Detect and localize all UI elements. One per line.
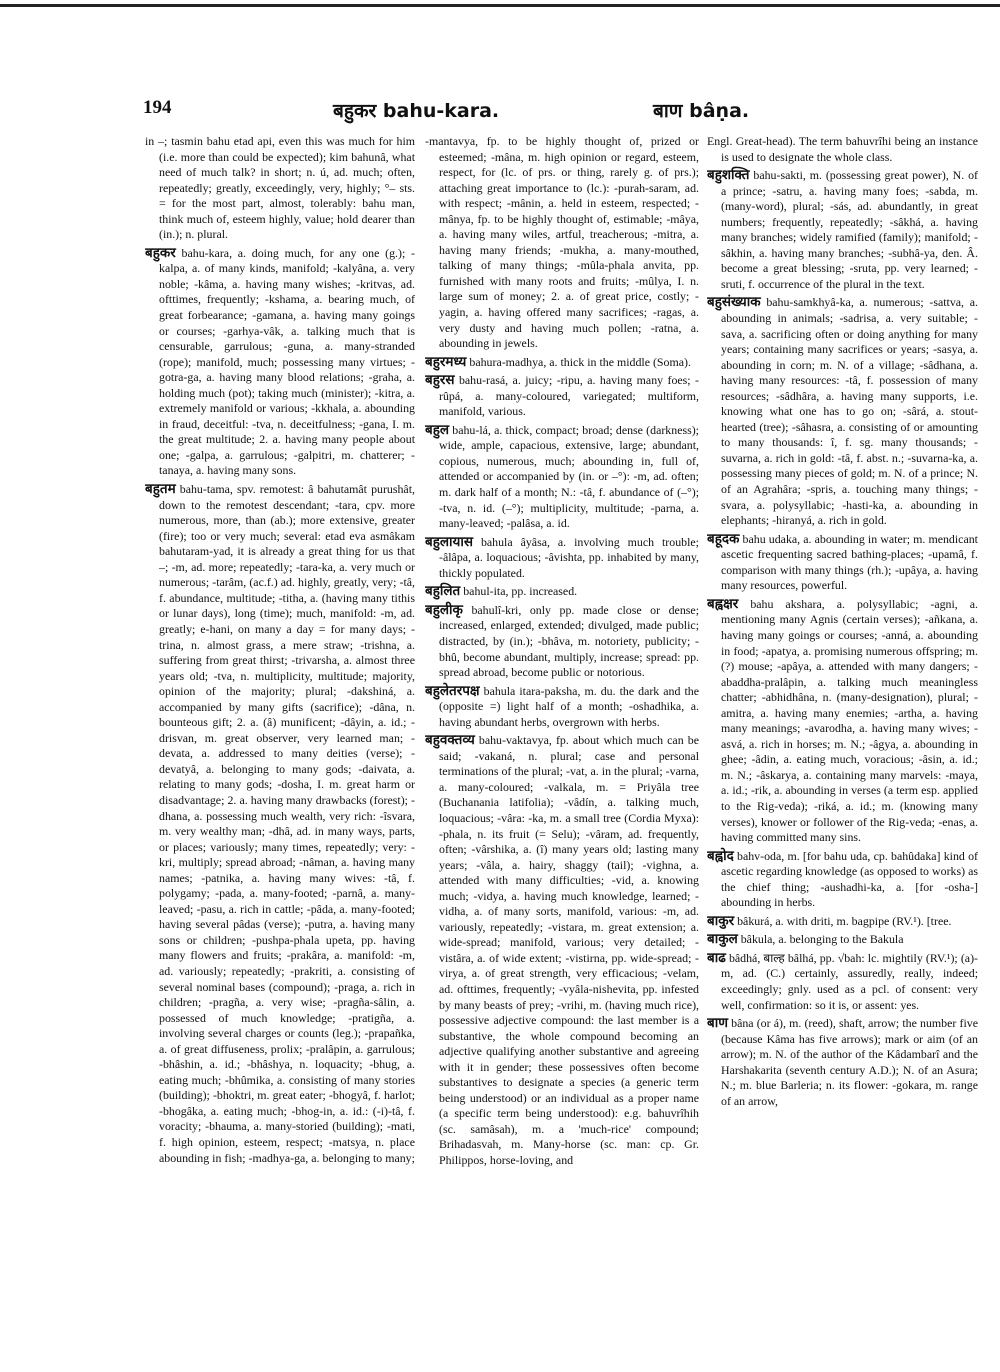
dictionary-entry bbox=[425, 134, 699, 352]
column-1 bbox=[145, 134, 415, 1359]
entry-text: bahu udaka, a. abounding in water; m. mendicant ascetic frequenting sacred bathing-places; -upamâ, f. comparison with many things (rh.); -upâya, a. having many resources, powerful. bbox=[721, 531, 978, 593]
entry-text: bâkula, a. belonging to the Bakula bbox=[740, 932, 904, 947]
entry-text: in –; tasmin bahu etad api, even this was much for him (i.e. more than could be expected); kim bahunâ, what need of much talk? in short; n. ú, ad. much; often, repeatedly; greatly, exceedingly, very, highly; °– sts. = for the most part, almost, tolerably: bahu man, think much of, esteem highly, value; hold dearer than (in.); n. plural. bbox=[145, 134, 415, 242]
entry-text: -mantavya, fp. to be highly thought of, prized or esteemed; -mâna, m. high opinion or regard, esteem, respect, for (lc. of prs. or thing, rarely g. of prs.); attaching great importance to (lc.): -purah-saram, ad. with respect; -mânin, a. held in esteem, respected; -mânya, fp. to be highly thought of, estimable; -mâya, a. having many wiles, artful, treacherous; -mitra, a. having many friends; -mukha, a. many-mouthed, talking of many things; -mûla-phala anvita, pp. furnished with many roots and fruits; -mûlya, I. n. large sum of money; 2. a. of great price, costly; -yagin, a. having offered many sacrifices; -ragas, a. very dusty and having much pollen; -ratna, a. abounding in jewels. bbox=[425, 134, 699, 351]
column-3 bbox=[707, 134, 978, 1359]
entry-headword: बहुसंख्याक bbox=[707, 294, 761, 311]
column-2 bbox=[425, 134, 699, 1359]
dictionary-entry bbox=[425, 684, 699, 731]
entry-text: bahu-samkhyâ-ka, a. numerous; -sattva, a. abounding in animals; -sadrisa, a. very suitable; -sava, a. sacrificing often or doing anything for many years; containing many sacrifices or years; -sasya, a. abounding in corn; m. N. of a village; -sâdhana, a. having many resources: -tâ, f. possession of many resources; -sâdhâra, a. having many supports, i.e. knowing what one has to go on; -sârá, a. stout-hearted (tree); -sâhasra, a. consisting of or amounting to many thousands: î, f. sg. many thousands; -suvarna, a. rich in gold: -tâ, f. abst. n.; -suvarna-ka, a. possessing many pieces of gold; m. N. of a prince; N. of an Agrahâra; -spris, a. touching many things; -svara, a. polysyllabic; -hasti-ka, a. abounding in elephants; -hiranyá, a. rich in gold. bbox=[721, 295, 978, 528]
scan-border bbox=[0, 4, 1000, 7]
dictionary-entry bbox=[425, 584, 699, 600]
entry-text: bâkurá, a. with driti, m. bagpipe (RV.¹). [tree. bbox=[737, 913, 952, 928]
dictionary-entry bbox=[145, 134, 415, 243]
entry-text: bahu-rasá, a. juicy; -ripu, a. having many foes; -rûpá, a. many-coloured, variegated; multiform, manifold, various. bbox=[439, 373, 699, 419]
entry-text: bâdhá, बाल्ह bâlhá, pp. √bah: lc. mightily (RV.¹); (a)-m, ad. (C.) certainly, assuredly, really, indeed; exceedingly; gnly. used as a pcl. of consent: very well, confirmation: so it is, or assent: yes. bbox=[721, 950, 978, 1012]
entry-text: bahura-madhya, a. thick in the middle (Soma). bbox=[469, 354, 691, 369]
entry-headword: बाढ bbox=[707, 949, 726, 966]
entry-headword: बाकुल bbox=[707, 931, 738, 948]
entry-text: bahula itara-paksha, m. du. the dark and the (opposite =) light half of a month; -oshadhika, a. having abundant herbs, overgrown with herbs. bbox=[439, 683, 699, 729]
entry-headword: बहुकर bbox=[145, 244, 176, 261]
entry-headword: बहुलित bbox=[425, 583, 461, 600]
entry-text: bahu akshara, a. polysyllabic; -agni, a. mentioning many Agnis (certain verses); -añkana, a. having many goings or courses; -anná, a. abounding in food; -apatya, a. promising numerous offspring; m. (?) mouse; -apâya, a. attended with many dangers; -abaddha-pralâpin, a. talking much meaningless chatter; -abhidhâna, n. (many-designation), plural; -amitra, a. having many enemies; -artha, a. having many meanings; -avarodha, a. having many wives; -asvá, a. rich in horses; m. N.; -âgya, a. abounding in ghee; -âdin, a. eating much, voracious; -âsin, a. id.; m. N.; -âskarya, a. containing many marvels: -maya, a. id.; -rik, a. abounding in verses (a term esp. applied to the Rig-veda); -riká, a. id.; m. (knowing many verses), knower or follower of the Rig-veda; -enas, a. having committed many sins. bbox=[721, 596, 978, 845]
entry-headword: बह्वक्षर bbox=[707, 595, 739, 612]
entry-text: bahu-tama, spv. remotest: â bahutamât purushât, down to the remotest descendant; -tara, cpv. more numerous, more, than (ab.); more extensive, greater (fire); too or very much; several: etad eva asmâkam bahutaram-yad, it is already a great thing for us that –; -m, ad. more; repeatedly; -tara-ka, a. very much or numerous; -tarâm, (ac.f.) ad. highly, greatly, very; -tâ, f. abundance, multitude; -titha, a. (having many tithis or lunar days), long (time); much, manifold: -m, ad. greatly; e-hani, on many a day = for many days; -trina, n. almost grass, a mere straw; -trishna, a. suffering from great thirst; -trivarsha, a. almost three years old; -tva, n. multiplicity, multitude; majority, opinion of the majority; plural; -dakshiná, a. accompanied by many gifts (sacrifice); -dâna, n. bounteous gift; 2. a. (â) munificent; -dâyin, a. id.; -drisvan, m. great observer, very learned man; -devata, a. addressed to many deities (verse); -devatyâ, a. belonging to many gods; -daivata, a. relating to many gods; -dosha, I. m. great harm or disadvantage; 2. a. having many drawbacks (forest); -dhana, a. possessing much wealth, very rich: -îsvara, m. very wealthy man; -dhâ, ad. in many ways, parts, or places; variously; many times, repeatedly; very: - kri, multiply; spread abroad; -nâman, a. having many names; -patnika, a. having many wives: -tâ, f. polygamy; -pada, a. many-footed; -parnâ, a. many-leaved; -pasu, a. rich in cattle; -pâda, a. many-footed; having several pâdas (verse); -putra, a. having many sons or children; -pushpa-phala upeta, pp. having many flowers and fruits; -prakâra, a. manifold: -m, ad. variously; repeatedly; -prakriti, a. consisting of several nominal bases (compound); -praga, a. rich in children; -pragña, a. very wise; -pragña-sâlin, a. possessed of much knowledge; -pratigña, a. involving several charges or counts (leg.); -prapañka, a. of great diffuseness, prolix; -pralâpin, a. garrulous; -bhâshin, a. id.; -bhâshya, n. loquacity; -bhug, a. eating much; -bhûmika, a. consisting of many stories (building); -bhoktri, m. great eater; -bhogyâ, f. harlot; -bhogâka, a. eating much; -bhog-in, a. id.: (-i)-tâ, f. voracity; -bhauma, a. many-storied (building); -mati, f. high opinion, esteem, respect; -matsya, n. place abounding in fish; -madhya-ga, a. belonging to many; bbox=[159, 482, 415, 1165]
dictionary-entry bbox=[707, 951, 978, 1013]
entry-headword: बहुलायास bbox=[425, 533, 473, 550]
entry-headword: बहुलेतरपक्ष bbox=[425, 682, 480, 699]
entry-text: bahulî-kri, only pp. made close or dense; increased, enlarged, extended; divulged, made public; distracted, by (in.); -bhâva, m. notoriety, publicity; -bhû, become abundant, multiply, increase; spread: pp. spread abroad, become public or notorious. bbox=[439, 602, 699, 680]
dictionary-entry bbox=[425, 423, 699, 532]
entry-headword: बहुवक्तव्य bbox=[425, 732, 475, 749]
dictionary-entry bbox=[707, 932, 978, 948]
entry-headword: बहुतम bbox=[145, 481, 176, 498]
entry-text: bahu-kara, a. doing much, for any one (g.); -kalpa, a. of many kinds, manifold; -kalyâna, a. very noble; -kâma, a. having many wishes; -kritvas, ad. ofttimes, frequently; -kshama, a. bearing much, of great forbearance; -gamana, a. having many goings or courses; -garhya-vâk, a. talking much that is censurable, garrulous; -guna, a. many-stranded (rope); manifold, much; possessing many virtues; -gotra-ga, a. having many blood relations; -graha, a. holding much (pot); taking much (minister); -kitra, a. extremely manifold or various; -kkhala, a. abounding in fraud, deceitful: -tva, n. deceitfulness; -gana, I. m. the great multitude; 2. a. having many people about one; -galpa, a. garrulous; -galpitri, m. chatterer; -tanaya, a. having many sons. bbox=[159, 245, 415, 478]
dictionary-entry bbox=[425, 535, 699, 582]
entry-headword: बह्वोद bbox=[707, 847, 734, 864]
entry-headword: बहूदक bbox=[707, 530, 740, 547]
dictionary-entry bbox=[425, 733, 699, 1168]
entry-text: bâna (or á), m. (reed), shaft, arrow; the number five (because Kâma has five arrows); mark or aim (of an arrow); m. N. of the author of the Kâdambarî and the Harshakarita (seventh century A.D.); N. of an Asura; N.; m. blue Barleria; n. its flower: -gokara, m. range of an arrow, bbox=[721, 1016, 978, 1108]
page-number: 194 bbox=[143, 97, 172, 118]
entry-headword: बाकुर bbox=[707, 912, 735, 929]
dictionary-entry bbox=[707, 134, 978, 165]
dictionary-entry bbox=[707, 168, 978, 292]
entry-text: bahul-ita, pp. increased. bbox=[463, 584, 578, 599]
entry-text: bahu-vaktavya, fp. about which much can be said; -vakaná, n. plural; case and personal terminations of the plural; -vat, a. in the plural; -varna, a. many-coloured; -valkala, m. = Priyâla tree (Buchanania latifolia); -vâdín, a. talking much, loquacious; -vâra: -ka, m. a small tree (Cordia Myxa): -phala, n. its fruit (= Selu); -vâram, ad. frequently, often; -vârshika, a. (î) many years old; lasting many years; -vâla, a. hairy, shaggy (tail); -vighna, a. attended with many difficulties; -vid, a. knowing much; -vidya, a. having much knowledge, learned; -vidha, a. of many sorts, manifold, various: -m, ad. variously, repeatedly; -vistara, m. great extension; a. wide-spread; manifold, various; very detailed; -vistâra, a. of wide extent; -vistirna, pp. wide-spread; -virya, a. of great strength, very efficacious; -velam, ad. ofttimes, frequently; -vyâla-nishevita, pp. infested by many beasts of prey; -vrihi, m. (having much rice), possessive adjective compound: the last member is a substantive, the whole compound becoming an adjective qualifying another substantive and agreeing with it in gender; these possessives often become substantives to designate a species (a generic term being understood) or an individual as a proper name (a specific term being understood): e.g. bahuvrîhih (sc. samâsah), m. a 'much-rice' compound; Brihadasvah, m. Many-horse (sc. man: cp. Gr. Philippos, horse-loving, and bbox=[439, 733, 699, 1167]
dictionary-entry bbox=[425, 373, 699, 420]
entry-headword: बहुरमध्य bbox=[425, 353, 467, 370]
dictionary-entry bbox=[425, 603, 699, 681]
header-right-entry: बाण bâṇa. bbox=[653, 100, 750, 122]
dictionary-entry bbox=[707, 1016, 978, 1109]
entry-text: bahu-sakti, m. (possessing great power), N. of a prince; -satru, a. having many foes; -sabda, m. (many-word), plural; -sás, ad. abundantly, in great numbers; frequently, repeatedly; -sâkhá, a. having many branches; widely ramified (family); manifold; -sâkhin, a. having many branches; -subhâ-ya, den. Â. become a great blessing; -sruta, pp. very learned; -sruti, f. occurrence of the plural in the text. bbox=[721, 168, 978, 291]
entry-headword: बाण bbox=[707, 1015, 728, 1032]
dictionary-entry bbox=[707, 914, 978, 930]
entry-text: bahu-lá, a. thick, compact; broad; dense (darkness); wide, ample, capacious, extensive, large; abundant, copious, numerous, much; abounding in, full of, attended or accompanied by (in. or –°): -m, ad. often; m. dark half of a month; N.: -tâ, f. abundance of (–°); -tva, n. id. (–°); multiplicity, multitude; -parna, a. many-leaved; -palâsa, a. id. bbox=[439, 422, 699, 531]
entry-text: bahula âyâsa, a. involving much trouble; -âlâpa, a. loquacious; -âvishta, pp. inhabited by many, thickly populated. bbox=[439, 534, 699, 580]
dictionary-entry bbox=[145, 246, 415, 479]
entry-headword: बहुल bbox=[425, 421, 450, 438]
dictionary-entry bbox=[707, 849, 978, 911]
dictionary-entry bbox=[707, 597, 978, 846]
page-header bbox=[143, 97, 981, 123]
dictionary-entry bbox=[425, 355, 699, 371]
dictionary-entry bbox=[145, 482, 415, 1166]
header-left-entry: बहुकर bahu-kara. bbox=[333, 100, 500, 122]
entry-text: Engl. Great-head). The term bahuvrîhi being an instance is used to designate the whole class. bbox=[707, 134, 978, 164]
entry-headword: बहुरस bbox=[425, 372, 455, 389]
entry-headword: बहुलीकृ bbox=[425, 601, 463, 618]
entry-headword: बहुशक्ति bbox=[707, 167, 750, 184]
dictionary-entry bbox=[707, 295, 978, 528]
dictionary-entry bbox=[707, 532, 978, 594]
entry-text: bahv-oda, m. [for bahu uda, cp. bahûdaka] kind of ascetic regarding knowledge (as opposed to works) as the chief thing; -aushadhi-ka, a. [for -osha-] abounding in herbs. bbox=[721, 848, 978, 910]
